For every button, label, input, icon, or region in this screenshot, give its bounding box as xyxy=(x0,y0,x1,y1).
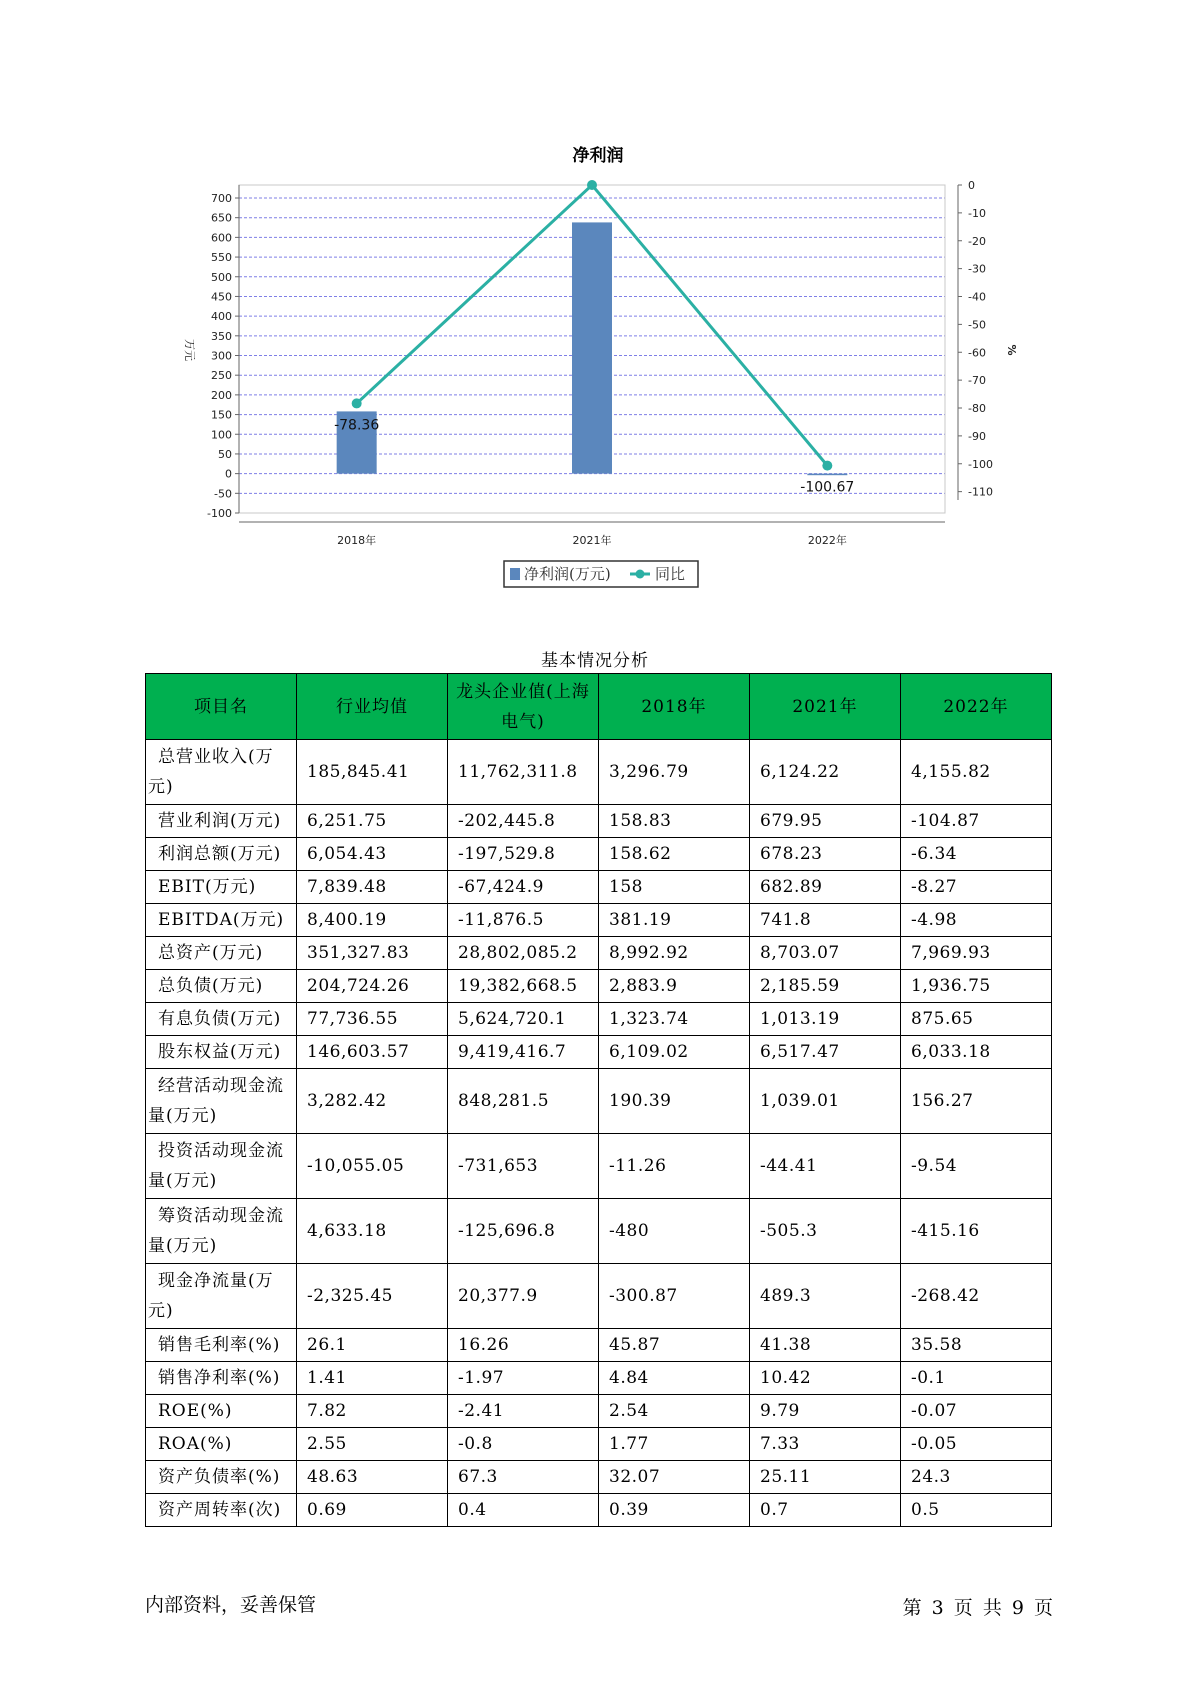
table-cell: 0.39 xyxy=(599,1494,750,1527)
table-cell: 682.89 xyxy=(750,871,901,904)
table-row xyxy=(146,1134,1052,1199)
table-cell: 45.87 xyxy=(599,1329,750,1362)
table-cell: 67.3 xyxy=(448,1461,599,1494)
yoy-point-2022年 xyxy=(822,461,832,471)
table-row xyxy=(146,838,1052,871)
table-header-row xyxy=(146,674,1052,740)
y-tick-label-6: 400 xyxy=(211,310,232,324)
row-label: EBITDA(万元) xyxy=(146,904,297,937)
y-tick-label-10: 200 xyxy=(211,388,232,402)
table-row xyxy=(146,1036,1052,1069)
table-cell: 5,624,720.1 xyxy=(448,1003,599,1036)
table-cell: 25.11 xyxy=(750,1461,901,1494)
table-cell: 7.33 xyxy=(750,1428,901,1461)
row-label: 利润总额(万元) xyxy=(146,838,297,871)
table-cell: 1,323.74 xyxy=(599,1003,750,1036)
left-axis-ticks xyxy=(207,185,239,520)
table-cell: 3,296.79 xyxy=(599,740,750,805)
table-cell: 4,633.18 xyxy=(297,1199,448,1264)
bar-2021年 xyxy=(572,222,612,473)
table-cell: 6,251.75 xyxy=(297,805,448,838)
y2-tick-label-8: -80 xyxy=(968,402,986,416)
chart-legend xyxy=(504,561,698,587)
table-cell: -125,696.8 xyxy=(448,1199,599,1264)
table-row xyxy=(146,1461,1052,1494)
row-label: 销售毛利率(%) xyxy=(146,1329,297,1362)
basic-analysis-table xyxy=(145,673,1052,1527)
header-cell-2: 龙头企业值(上海电气) xyxy=(448,674,599,740)
table-cell: 16.26 xyxy=(448,1329,599,1362)
table-cell: -0.07 xyxy=(901,1395,1052,1428)
table-cell: 6,109.02 xyxy=(599,1036,750,1069)
table-cell: 185,845.41 xyxy=(297,740,448,805)
table-cell: 8,992.92 xyxy=(599,937,750,970)
table-cell: -1.97 xyxy=(448,1362,599,1395)
y-tick-label-7: 350 xyxy=(211,329,232,343)
legend-bar-swatch xyxy=(510,568,520,580)
table-cell: 19,382,668.5 xyxy=(448,970,599,1003)
table-cell: -505.3 xyxy=(750,1199,901,1264)
y-tick-label-5: 450 xyxy=(211,290,232,304)
y2-tick-label-4: -40 xyxy=(968,290,986,304)
table-cell: -480 xyxy=(599,1199,750,1264)
y2-tick-label-11: -110 xyxy=(968,485,993,499)
data-label-2: -100.67 xyxy=(800,479,855,496)
y2-axis-label: % xyxy=(1005,344,1018,356)
y2-tick-label-5: -50 xyxy=(968,318,986,332)
x-tick-label-2: 2022年 xyxy=(807,534,847,547)
table-cell: 6,033.18 xyxy=(901,1036,1052,1069)
row-label: 资产负债率(%) xyxy=(146,1461,297,1494)
table-cell: -731,653 xyxy=(448,1134,599,1199)
y-tick-label-14: 0 xyxy=(225,467,232,481)
y-tick-label-1: 650 xyxy=(211,211,232,225)
data-label-0: -78.36 xyxy=(334,417,380,434)
row-label: 销售净利率(%) xyxy=(146,1362,297,1395)
legend-line-label: 同比 xyxy=(655,565,686,583)
table-cell: 1.77 xyxy=(599,1428,750,1461)
table-cell: 678.23 xyxy=(750,838,901,871)
table-cell: 875.65 xyxy=(901,1003,1052,1036)
table-cell: -11,876.5 xyxy=(448,904,599,937)
table-cell: -202,445.8 xyxy=(448,805,599,838)
table-cell: -8.27 xyxy=(901,871,1052,904)
yoy-point-2018年 xyxy=(352,398,362,408)
table-cell: 0.69 xyxy=(297,1494,448,1527)
table-cell: 146,603.57 xyxy=(297,1036,448,1069)
y-tick-label-9: 250 xyxy=(211,369,232,383)
x-tick-label-0: 2018年 xyxy=(337,534,377,547)
y-tick-label-8: 300 xyxy=(211,349,232,363)
table-cell: 7,839.48 xyxy=(297,871,448,904)
table-cell: -2.41 xyxy=(448,1395,599,1428)
table-cell: -2,325.45 xyxy=(297,1264,448,1329)
table-cell: 8,703.07 xyxy=(750,937,901,970)
y-tick-label-3: 550 xyxy=(211,251,232,265)
table-cell: -44.41 xyxy=(750,1134,901,1199)
table-row xyxy=(146,937,1052,970)
table-cell: 351,327.83 xyxy=(297,937,448,970)
table-cell: 9.79 xyxy=(750,1395,901,1428)
table-cell: 381.19 xyxy=(599,904,750,937)
table-cell: -104.87 xyxy=(901,805,1052,838)
y-tick-label-13: 50 xyxy=(218,447,232,461)
table-cell: -9.54 xyxy=(901,1134,1052,1199)
table-cell: -10,055.05 xyxy=(297,1134,448,1199)
row-label: 营业利润(万元) xyxy=(146,805,297,838)
table-cell: 679.95 xyxy=(750,805,901,838)
table-cell: -0.1 xyxy=(901,1362,1052,1395)
table-cell: 3,282.42 xyxy=(297,1069,448,1134)
table-cell: 7.82 xyxy=(297,1395,448,1428)
table-row xyxy=(146,1362,1052,1395)
row-label: 有息负债(万元) xyxy=(146,1003,297,1036)
table-cell: 2.55 xyxy=(297,1428,448,1461)
y-tick-label-11: 150 xyxy=(211,408,232,422)
table-cell: 7,969.93 xyxy=(901,937,1052,970)
table-row xyxy=(146,904,1052,937)
legend-line-marker xyxy=(636,570,645,579)
table-row xyxy=(146,1264,1052,1329)
table-cell: 11,762,311.8 xyxy=(448,740,599,805)
table-cell: -0.05 xyxy=(901,1428,1052,1461)
table-row xyxy=(146,1003,1052,1036)
table-cell: -197,529.8 xyxy=(448,838,599,871)
table-cell: -300.87 xyxy=(599,1264,750,1329)
header-cell-1: 行业均值 xyxy=(297,674,448,740)
row-label: 总负债(万元) xyxy=(146,970,297,1003)
table-row xyxy=(146,740,1052,805)
table-cell: 1.41 xyxy=(297,1362,448,1395)
table-row xyxy=(146,1395,1052,1428)
footer-page-number: 第 3 页 共 9 页 xyxy=(902,1597,1055,1619)
table-cell: 848,281.5 xyxy=(448,1069,599,1134)
y2-tick-label-6: -60 xyxy=(968,346,986,360)
row-label: EBIT(万元) xyxy=(146,871,297,904)
y-tick-label-4: 500 xyxy=(211,270,232,284)
bar-2022年 xyxy=(807,474,847,476)
y2-tick-label-7: -70 xyxy=(968,374,986,388)
y2-tick-label-10: -100 xyxy=(968,457,993,471)
table-cell: 28,802,085.2 xyxy=(448,937,599,970)
table-cell: 8,400.19 xyxy=(297,904,448,937)
table-cell: 77,736.55 xyxy=(297,1003,448,1036)
table-cell: 1,013.19 xyxy=(750,1003,901,1036)
table-cell: -67,424.9 xyxy=(448,871,599,904)
right-axis-ticks xyxy=(958,179,993,500)
table-caption: 基本情况分析 xyxy=(541,651,649,671)
table-cell: -268.42 xyxy=(901,1264,1052,1329)
table-cell: 6,124.22 xyxy=(750,740,901,805)
net-profit-chart xyxy=(0,0,1191,600)
table-cell: 158 xyxy=(599,871,750,904)
row-label: 总营业收入(万元) xyxy=(146,740,297,805)
table-cell: -415.16 xyxy=(901,1199,1052,1264)
table-cell: 32.07 xyxy=(599,1461,750,1494)
y2-tick-label-2: -20 xyxy=(968,234,986,248)
table-cell: 6,517.47 xyxy=(750,1036,901,1069)
table-cell: 10.42 xyxy=(750,1362,901,1395)
table-cell: 20,377.9 xyxy=(448,1264,599,1329)
table-cell: 156.27 xyxy=(901,1069,1052,1134)
table-cell: 0.5 xyxy=(901,1494,1052,1527)
table-cell: 48.63 xyxy=(297,1461,448,1494)
table-cell: -11.26 xyxy=(599,1134,750,1199)
y2-tick-label-0: 0 xyxy=(968,179,975,192)
y2-tick-label-1: -10 xyxy=(968,206,986,220)
chart-title: 净利润 xyxy=(572,146,624,166)
table-row xyxy=(146,1329,1052,1362)
table-cell: 24.3 xyxy=(901,1461,1052,1494)
table-cell: 489.3 xyxy=(750,1264,901,1329)
table-cell: 41.38 xyxy=(750,1329,901,1362)
table-cell: -6.34 xyxy=(901,838,1052,871)
legend-bar-label: 净利润(万元) xyxy=(524,565,611,583)
y-tick-label-16: -100 xyxy=(207,507,232,520)
table-row xyxy=(146,970,1052,1003)
y-tick-label-15: -50 xyxy=(214,487,232,501)
table-cell: 1,039.01 xyxy=(750,1069,901,1134)
x-axis-ticks xyxy=(239,522,945,547)
table-row xyxy=(146,805,1052,838)
table-body xyxy=(146,740,1052,1527)
row-label: 总资产(万元) xyxy=(146,937,297,970)
table-cell: 26.1 xyxy=(297,1329,448,1362)
x-tick-label-1: 2021年 xyxy=(572,534,612,547)
y2-tick-label-9: -90 xyxy=(968,429,986,443)
table-cell: 9,419,416.7 xyxy=(448,1036,599,1069)
table-cell: 6,054.43 xyxy=(297,838,448,871)
yoy-point-2021年 xyxy=(587,180,597,190)
table-cell: 2,185.59 xyxy=(750,970,901,1003)
table-row xyxy=(146,1069,1052,1134)
y-tick-label-0: 700 xyxy=(211,192,232,205)
table-cell: 1,936.75 xyxy=(901,970,1052,1003)
row-label: 经营活动现金流量(万元) xyxy=(146,1069,297,1134)
table-row xyxy=(146,1199,1052,1264)
bar-series xyxy=(337,222,848,475)
row-label: 筹资活动现金流量(万元) xyxy=(146,1199,297,1264)
table-cell: 0.4 xyxy=(448,1494,599,1527)
y-tick-label-12: 100 xyxy=(211,428,232,442)
row-label: ROA(%) xyxy=(146,1428,297,1461)
header-cell-0: 项目名 xyxy=(146,674,297,740)
row-label: 股东权益(万元) xyxy=(146,1036,297,1069)
header-cell-4: 2021年 xyxy=(750,674,901,740)
y2-tick-label-3: -30 xyxy=(968,262,986,276)
row-label: 现金净流量(万元) xyxy=(146,1264,297,1329)
footer-confidential-note: 内部资料，妥善保管 xyxy=(145,1594,317,1616)
table-cell: 190.39 xyxy=(599,1069,750,1134)
table-cell: 0.7 xyxy=(750,1494,901,1527)
row-label: 投资活动现金流量(万元) xyxy=(146,1134,297,1199)
header-cell-3: 2018年 xyxy=(599,674,750,740)
table-cell: 204,724.26 xyxy=(297,970,448,1003)
y-axis-label: 万元 xyxy=(183,339,196,361)
table-cell: 2.54 xyxy=(599,1395,750,1428)
table-cell: 158.83 xyxy=(599,805,750,838)
table-cell: 35.58 xyxy=(901,1329,1052,1362)
row-label: ROE(%) xyxy=(146,1395,297,1428)
table-row xyxy=(146,1494,1052,1527)
table-cell: -4.98 xyxy=(901,904,1052,937)
table-cell: 2,883.9 xyxy=(599,970,750,1003)
table-row xyxy=(146,871,1052,904)
table-row xyxy=(146,1428,1052,1461)
y-tick-label-2: 600 xyxy=(211,231,232,245)
row-label: 资产周转率(次) xyxy=(146,1494,297,1527)
header-cell-5: 2022年 xyxy=(901,674,1052,740)
table-cell: 741.8 xyxy=(750,904,901,937)
table-cell: 4.84 xyxy=(599,1362,750,1395)
table-cell: 4,155.82 xyxy=(901,740,1052,805)
table-cell: -0.8 xyxy=(448,1428,599,1461)
table-cell: 158.62 xyxy=(599,838,750,871)
